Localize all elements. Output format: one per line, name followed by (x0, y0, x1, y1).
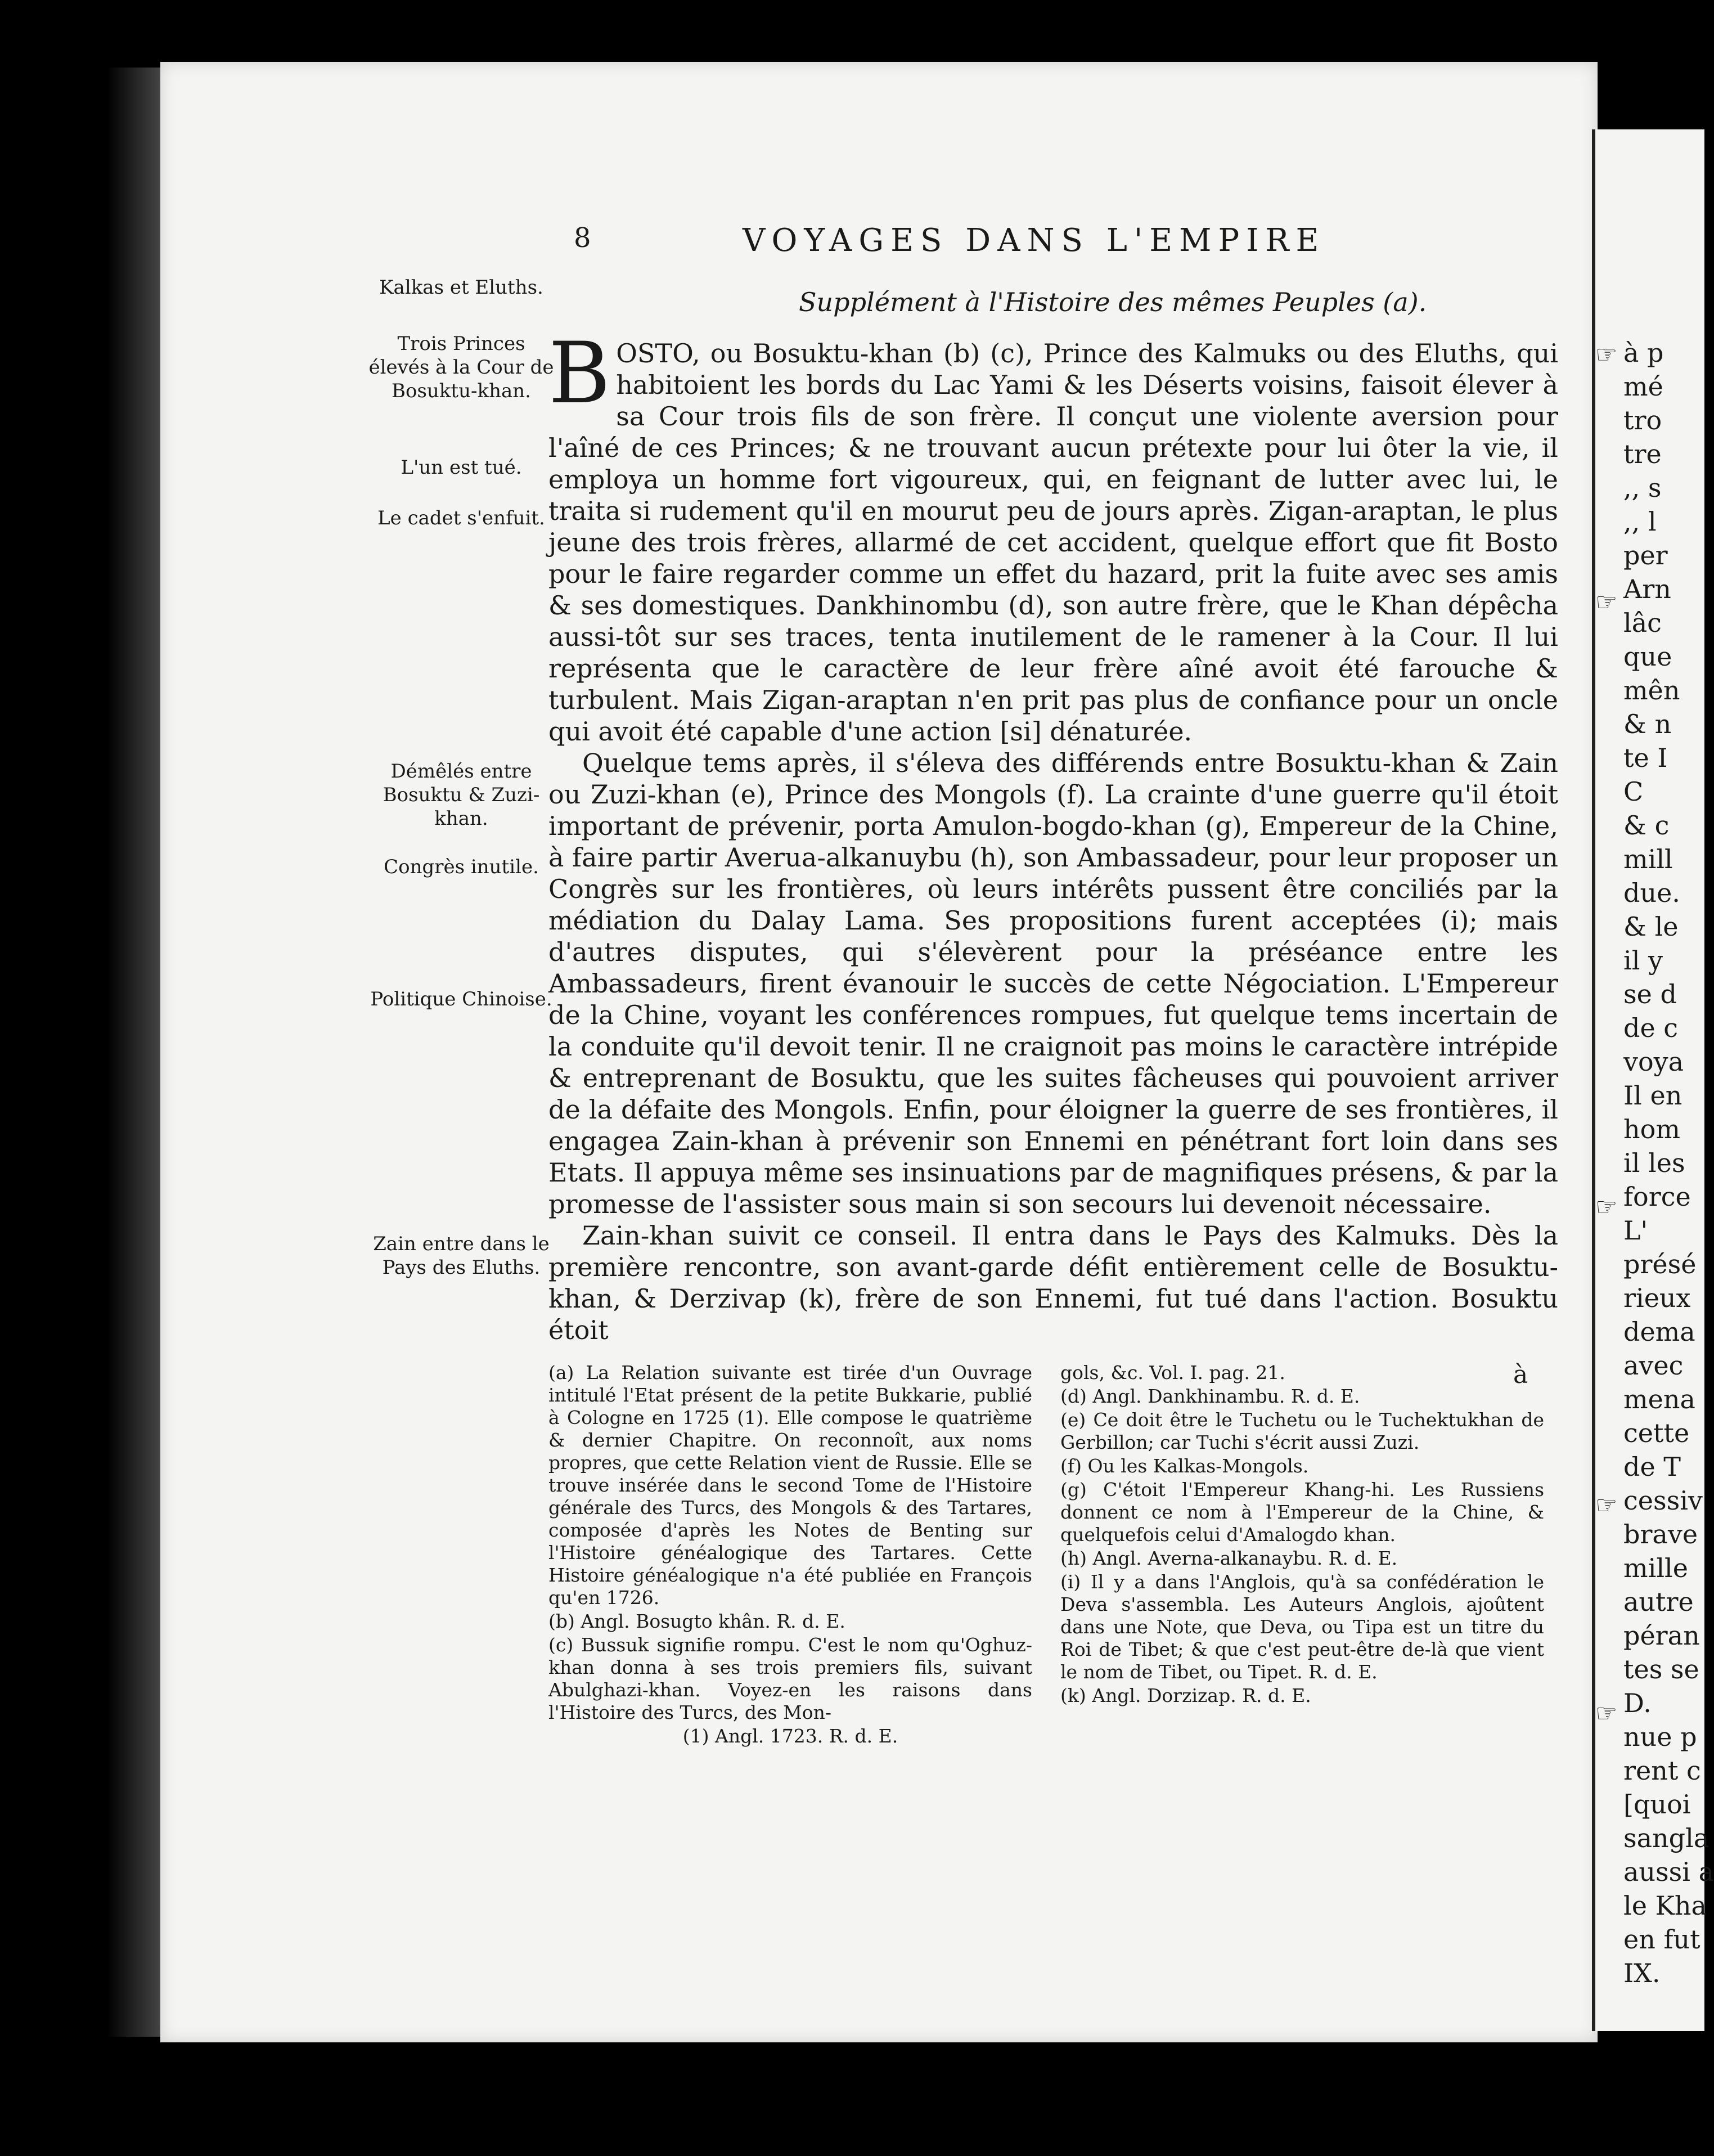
facing-page-text-fragment: & le (1623, 911, 1679, 942)
facing-page-text-fragment: lâc (1623, 608, 1662, 638)
facing-page-text-fragment: avec (1623, 1350, 1684, 1381)
facing-page-text-fragment: & n (1623, 709, 1672, 739)
facing-page-text-fragment: le Kha (1623, 1890, 1707, 1921)
facing-page-text-fragment: voya (1623, 1046, 1684, 1077)
facing-page-text-fragment: [quoi (1623, 1789, 1691, 1820)
pointing-hand-icon: ☞ (1595, 1699, 1618, 1728)
facing-page-text-fragment: en fut (1623, 1924, 1700, 1955)
facing-page-text-fragment: autre (1623, 1587, 1694, 1617)
margin-note: Zain entre dans le Pays des Eluths. (373, 1233, 550, 1279)
margin-note: Le cadet s'enfuit. (377, 507, 545, 529)
footnote: (a) La Relation suivante est tirée d'un Ouvrage intitulé l'Etat présent de la petite Bukkarie, publié à Cologne en 1725 (1). Elle compose le quatrième & dernier Chapitre. On reconnoît, aux noms propres, que cette Relation vient de Russie. Elle se trouve insérée dans le second Tome de l'Histoire générale des Turcs, des Mongols & des Tartares, composée d'après les Notes de Benting sur l'Histoire généalogique des Tartares. Cette Histoire généalogique n'a été publiée en François qu'en 1726. (548, 1362, 1032, 1609)
footnote: (g) C'étoit l'Empereur Khang-hi. Les Russiens donnent ce nom à l'Empereur de la Chine, & quelquefois celui d'Amalogdo khan. (1060, 1479, 1544, 1546)
facing-page-text-fragment: C (1623, 776, 1644, 807)
facing-page-text-fragment: il y (1623, 945, 1663, 976)
footnotes-right-column (1060, 1362, 1544, 1708)
facing-page-text-fragment: & c (1623, 810, 1670, 841)
pointing-hand-icon: ☞ (1595, 1491, 1618, 1520)
catchword: à (1513, 1360, 1528, 1389)
facing-page-text-fragment: D. (1623, 1688, 1652, 1718)
facing-page-text-fragment: tre (1623, 439, 1662, 469)
facing-page-text-fragment: mille (1623, 1553, 1688, 1583)
facing-page-text-fragment: aussi a (1623, 1857, 1714, 1887)
facing-page-text-fragment: nue p (1623, 1722, 1697, 1752)
facing-page-text-fragment: se d (1623, 979, 1677, 1009)
facing-page-strip (1592, 129, 1714, 2031)
margin-note: L'un est tué. (401, 456, 522, 479)
body-text (548, 325, 1558, 1346)
footnote: gols, &c. Vol. I. pag. 21. (1060, 1362, 1285, 1384)
margin-note: Trois Princes élevés à la Cour de Bosuktu-khan. (368, 333, 554, 402)
facing-page-text-fragment: rieux (1623, 1283, 1691, 1313)
facing-page-text-fragment: cette (1623, 1418, 1690, 1448)
footnotes-left-column (548, 1362, 1032, 1749)
facing-page-text-fragment: péran (1623, 1620, 1700, 1651)
margin-note: Kalkas et Eluths. (379, 276, 543, 299)
facing-page-text-fragment: présé (1623, 1249, 1697, 1279)
facing-page-text-fragment: ,, l (1623, 506, 1657, 537)
facing-page-text-fragment: force (1623, 1182, 1691, 1212)
facing-page-text-fragment: mên (1623, 675, 1680, 706)
facing-page-text-fragment: de T (1623, 1452, 1681, 1482)
facing-page-text-fragment: tro (1623, 405, 1662, 435)
facing-page-text-fragment: ,, s (1623, 473, 1662, 503)
margin-note: Démêlés entre Bosuktu & Zuzi-khan. (383, 760, 540, 830)
facing-page-text-fragment: mé (1623, 371, 1663, 402)
footnote: (i) Il y a dans l'Anglois, qu'à sa confédération le Deva s'assembla. Les Auteurs Anglois, ajoûtent dans une Note, que Deva, ou Tipa est un titre du Roi de Tibet; & que c'est peut-être de-là que vient le nom de Tibet, ou Tipet. R. d. E. (1060, 1571, 1544, 1683)
facing-page-text-fragment: per (1623, 540, 1668, 571)
facing-page-text-fragment: Arn (1623, 574, 1671, 604)
facing-page-text-fragment: hom (1623, 1114, 1680, 1144)
paragraph-2: Quelque tems après, il s'éleva des différends entre Bosuktu-khan & Zain ou Zuzi-khan (e), Prince des Mongols (f). La crainte d'une guerre qu'il étoit important de prévenir, porta Amulon-bogdo-khan (g), Empereur de la Chine, à faire partir Averua-alkanuybu (h), son Ambassadeur, pour leur proposer un Congrès sur les frontières, où leurs intérêts pussent être conciliés par la médiation du Dalay Lama. Ses propositions furent acceptées (i); mais d'autres disputes, qui s'élevèrent pour la préséance entre les Ambassadeurs, firent évanouir le succès de cette Négociation. L'Empereur de la Chine, voyant les conférences rompues, fut quelque tems incertain de la conduite qu'il devoit tenir. Il ne craignoit pas moins le caractère intrépide & entreprenant de Bosuktu, que les suites fâcheuses qui pouvoient arriver de la défaite des Mongols. Enfin, pour éloigner la guerre de ses frontières, il engagea Zain-khan à prévenir son Ennemi en pénétrant fort loin dans ses Etats. Il appuya même ses insinuations par de magnifiques présens, & par la promesse de l'assister sous main si son secours lui devenoit nécessaire. (548, 748, 1558, 1219)
paragraph-1 (548, 325, 1558, 747)
paragraph-3: Zain-khan suivit ce conseil. Il entra dans le Pays des Kalmuks. Dès la première rencontre, son avant-garde défit entièrement celle de Bosuktu-khan, & Derzivap (k), frère de son Ennemi, fut tué dans l'action. Bosuktu étoit (548, 1220, 1558, 1345)
footnote: (1) Angl. 1723. R. d. E. (682, 1725, 898, 1747)
margin-note: Congrès inutile. (384, 856, 539, 878)
footnote: (f) Ou les Kalkas-Mongols. (1060, 1455, 1309, 1477)
facing-page-text-fragment: tes se (1623, 1654, 1699, 1685)
drop-cap: B (548, 325, 611, 423)
footnote: (b) Angl. Bosugto khân. R. d. E. (548, 1610, 845, 1632)
page-header (574, 222, 1418, 290)
facing-page-text-fragment: dema (1623, 1317, 1695, 1347)
page-number: 8 (574, 222, 591, 254)
facing-page-text-fragment: mill (1623, 844, 1673, 874)
pointing-hand-icon: ☞ (1595, 340, 1618, 369)
pointing-hand-icon: ☞ (1595, 588, 1618, 617)
facing-page-text-fragment: à p (1623, 338, 1664, 368)
facing-page-text-fragment: brave (1623, 1519, 1698, 1549)
pointing-hand-icon: ☞ (1595, 1193, 1618, 1221)
facing-page-text-fragment: il les (1623, 1148, 1685, 1178)
footnote: (k) Angl. Dorzizap. R. d. E. (1060, 1685, 1311, 1706)
footnote: (d) Angl. Dankhinambu. R. d. E. (1060, 1385, 1360, 1407)
facing-page-text-fragment: mena (1623, 1384, 1695, 1414)
facing-page-text-fragment: te I (1623, 743, 1668, 773)
facing-page-text-fragment: que (1623, 641, 1672, 672)
running-title: VOYAGES DANS L'EMPIRE (743, 222, 1326, 259)
facing-page-text-fragment: IX. (1623, 1958, 1661, 1988)
facing-page-text-fragment: L' (1623, 1215, 1648, 1246)
facing-page-text-fragment: de c (1623, 1013, 1679, 1043)
footnote: (h) Angl. Averna-alkanaybu. R. d. E. (1060, 1547, 1398, 1569)
facing-page-text-fragment: sangla (1623, 1823, 1709, 1853)
facing-page-text-fragment: cessiv (1623, 1485, 1703, 1516)
facing-page-text-fragment: due. (1623, 878, 1680, 908)
section-title: Supplément à l'Histoire des mêmes Peuples (a). (799, 287, 1427, 317)
paragraph-1-text: OSTO, ou Bosuktu-khan (b) (c), Prince des Kalmuks ou des Eluths, qui habitoient les bords du Lac Yami & les Déserts voisins, faisoit élever à sa Cour trois fils de son frère. Il conçut une violente aversion pour l'aîné de ces Princes; & ne trouvant aucun prétexte pour lui ôter la vie, il employa un homme fort vigoureux, qui, en feignant de lutter avec lui, le traita si rudement qu'il en mourut peu de jours après. Zigan-araptan, le plus jeune des trois frères, allarmé de cet accident, quelque effort que fit Bosto pour le faire regarder comme un effet du hazard, prit la fuite avec ses amis & ses domestiques. Dankhinombu (d), son autre frère, que le Khan dépêcha aussi-tôt sur ses traces, tenta inutilement de le ramener à la Cour. Il lui représenta que le caractère de leur frère aîné avoit été farouche & turbulent. Mais Zigan-araptan n'en prit pas plus de confiance pour un oncle qui avoit été capable d'une action [si] dénaturée. (548, 338, 1558, 747)
facing-page-text-fragment: rent c (1623, 1755, 1701, 1786)
margin-note: Politique Chinoise. (370, 988, 552, 1010)
page-gutter-shadow (107, 68, 160, 2037)
footnote: (e) Ce doit être le Tuchetu ou le Tuchektukhan de Gerbillon; car Tuchi s'écrit aussi Zuzi. (1060, 1409, 1544, 1453)
footnote: (c) Bussuk signifie rompu. C'est le nom qu'Oghuz-khan donna à ses trois premiers fils, suivant Abulghazi-khan. Voyez-en les raisons dans l'Histoire des Turcs, des Mon- (548, 1634, 1032, 1723)
facing-page-text-fragment: Il en (1623, 1080, 1682, 1111)
